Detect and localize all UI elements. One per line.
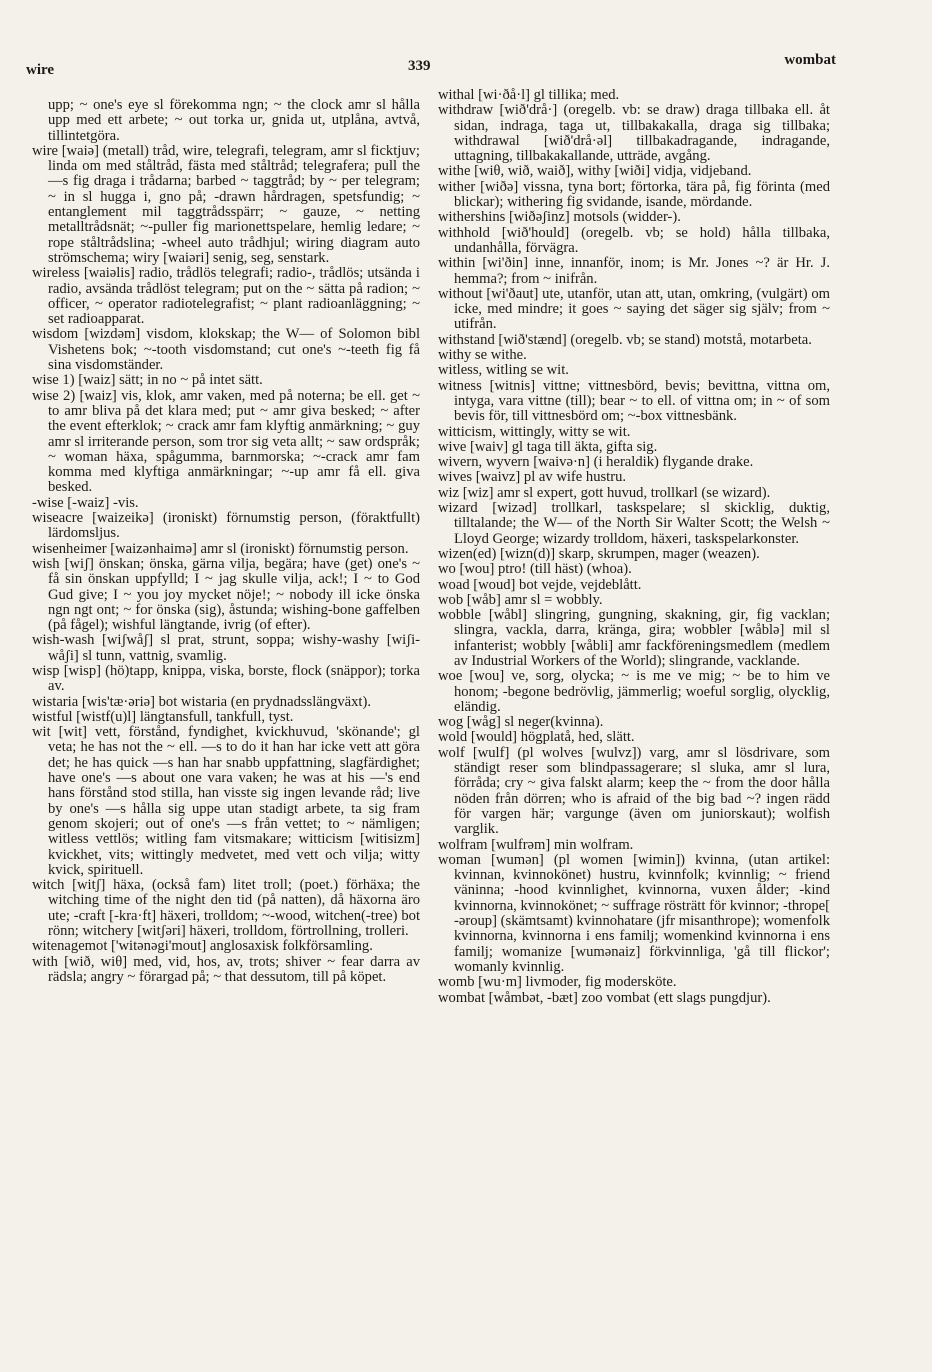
dictionary-entry: wives [waivz] pl av wife hustru. bbox=[438, 469, 627, 486]
dictionary-entry: witch [witʃ] häxa, (också fam) litet troll; (poet.) förhäxa; the witching time of the night den tid (på natten), då häxorna äro ute; -craft [-kra·ft] häxeri, trolldom; ~-wood, witchen(-tree) bot rönn; witchery [witʃəri] häxeri, trolldom, förtrollning, trolleri. bbox=[32, 877, 420, 940]
dictionary-entry: wisp [wisp] (hö)tapp, knippa, viska, borste, flock (snäppor); torka av. bbox=[32, 662, 420, 695]
dictionary-entry: with [wið, wiθ] med, vid, hos, av, trots; shiver ~ fear darra av rädsla; angry ~ förargad på; ~ that dessutom, till på köpet. bbox=[32, 953, 420, 985]
dictionary-entry: wolfram [wulfrəm] min wolfram. bbox=[438, 836, 634, 853]
dictionary-entry: -wise [-waiz] -vis. bbox=[32, 494, 139, 511]
dictionary-entry: withy se withe. bbox=[438, 347, 527, 364]
dictionary-entry: withhold [wið'hould] (oregelb. vb; se hold) hålla tillbaka, undanhålla, förvägra. bbox=[438, 224, 830, 256]
dictionary-entry: woman [wumən] (pl women [wimin]) kvinna, (utan artikel: kvinnan, kvinnokönet) hustru, kvinnfolk; kvinnlig; ~ friend väninna; -hood kvinnlighet, kvinnorna, vuxen ålder; -kind kvinnorna, kvinnokönet; ~ suffrage rösträtt för kvinnor; -thrope[ -əroup] (skämtsamt) kvinnohatare (jfr misanthrope); womenfolk kvinnorna, kvinnorna i ens familj; womenkind kvinnorna i ens familj; womanize [wumənaiz] förkvinnliga, 'gå till flickor'; womanly kvinnlig. bbox=[438, 851, 830, 975]
dictionary-entry: woad [woud] bot vejde, vejdeblått. bbox=[438, 576, 642, 593]
dictionary-entry: upp; ~ one's eye sl förekomma ngn; ~ the clock amr sl hålla upp med ett arbete; ~ out torka ur, gnida ut, utplåna, avtvå, tillintetgöra. bbox=[48, 97, 420, 144]
guide-word-right: wombat bbox=[784, 52, 836, 68]
dictionary-entry: wo [wou] ptro! (till häst) (whoa). bbox=[438, 561, 632, 578]
dictionary-entry: wizen(ed) [wizn(d)] skarp, skrumpen, mager (weazen). bbox=[438, 545, 760, 562]
dictionary-entry: wiz [wiz] amr sl expert, gott huvud, trollkarl (se wizard). bbox=[438, 484, 771, 501]
dictionary-entry: wob [wåb] amr sl = wobbly. bbox=[438, 591, 603, 608]
dictionary-entry: wise 1) [waiz] sätt; in no ~ på intet sätt. bbox=[32, 372, 263, 389]
dictionary-entry: wistful [wistf(u)l] längtansfull, tankfull, tyst. bbox=[32, 708, 294, 725]
dictionary-entry: wog [wåg] sl neger(kvinna). bbox=[438, 714, 604, 731]
dictionary-entry: witness [witnis] vittne; vittnesbörd, bevis; bevittna, vittna om, intyga, vara vittne (till); bear ~ to ell. of vittna om; in ~ of som bevis för, till vittnesbörd om; ~-box vittnesbänk. bbox=[438, 377, 830, 425]
dictionary-entry: wivern, wyvern [waivə·n] (i heraldik) flygande drake. bbox=[438, 454, 754, 471]
dictionary-entry: witenagemot ['witənəgi'mout] anglosaxisk folkförsamling. bbox=[32, 938, 373, 955]
right-column bbox=[438, 88, 830, 1006]
dictionary-entry: wireless [waiəlis] radio, trådlös telegrafi; radio-, trådlös; utsända i radio, avsända trådlöst telegram; put on the ~ sätta på radion; ~ officer, ~ operator radiotelegrafist; ~ plant radioanläggning; ~ set radioapparat. bbox=[32, 265, 420, 328]
dictionary-entry: wish-wash [wiʃwåʃ] sl prat, strunt, soppa; wishy-washy [wiʃi-wåʃi] sl tunn, vattnig, svamlig. bbox=[32, 632, 420, 664]
dictionary-entry: witless, witling se wit. bbox=[438, 362, 569, 379]
dictionary-entry: wit [wit] vett, förstånd, fyndighet, kvickhuvud, 'skönande'; gl veta; he has not the ~ ell. —s to do it han har icke vett att göra det; he has quick —s han har snabb uppfattning, slagfärdighet; have one's —s about one vara vaken; he was at his —'s end hans förstånd stod stilla, han visste sig ingen levande råd; live by one's —s hålla sig uppe utan stadigt arbete, ta sig fram genom skojeri; out of one's —s från vettet; to ~ nämligen; witless vettlös; witling fam vitsmakare; witticism [witisizm] kvickhet, vits; wittingly medvetet, med vett och vilja; witty kvick, spirituell. bbox=[32, 724, 420, 878]
dictionary-entry: without [wi'ðaut] ute, utanför, utan att, utan, omkring, (vulgärt) om icke, med mindre; it goes ~ saying det säger sig själv; from ~ utifrån. bbox=[438, 285, 830, 333]
dictionary-entry: wisdom [wizdəm] visdom, klokskap; the W— of Solomon bibl Vishetens bok; ~-tooth visdomstand; cut one's ~-teeth fig få sina visdomständer. bbox=[32, 326, 420, 374]
dictionary-entry: witticism, wittingly, witty se wit. bbox=[438, 423, 631, 440]
dictionary-entry: wistaria [wis'tæ·əriə] bot wistaria (en prydnadsslängväxt). bbox=[32, 693, 371, 710]
dictionary-entry: wizard [wizəd] trollkarl, taskspelare; sl skicklig, duktig, tilltalande; the W— of the North Sir Walter Scott; the Welsh ~ Lloyd George; wizardy trolldom, häxeri, taskspelarkonster. bbox=[438, 500, 830, 547]
dictionary-entry: withe [wiθ, wið, waið], withy [wiði] vidja, vidjeband. bbox=[438, 163, 752, 180]
dictionary-entry: wolf [wulf] (pl wolves [wulvz]) varg, amr sl lösdrivare, som ständigt reser som blindpassagerare; sl sluka, amr sl lura, förråda; cry ~ giva falskt alarm; keep the ~ from the door hålla nöden från dörren; who is afraid of the big bad ~? ingen rädd för vargen här; vargunge (även om juniorskaut); wolfish varglik. bbox=[438, 744, 830, 838]
dictionary-entry: withdraw [wið'drå·] (oregelb. vb: se draw) draga tillbaka ell. åt sidan, indraga, taga ut, tillbakakalla, draga sig tillbaka; withdrawal [wið'drå·əl] tillbakadragande, indragande, uttagning, tillbakakallande, utträde, avgång. bbox=[438, 102, 830, 165]
dictionary-entry: wobble [wåbl] slingring, gungning, skakning, gir, fig vacklan; slingra, vackla, darra, kränga, gira; wobbler [wåblə] mil sl infanterist; wobbly [wåbli] amr fackföreningsmedlem (medlem av Industrial Workers of the World); slingrande, vacklande. bbox=[438, 607, 830, 669]
dictionary-entry: wive [waiv] gl taga till äkta, gifta sig. bbox=[438, 438, 658, 455]
dictionary-entry: within [wi'ðin] inne, innanför, inom; is Mr. Jones ~? är Hr. J. hemma?; from ~ inifrån. bbox=[438, 255, 830, 287]
dictionary-entry: withal [wi·ðå·l] gl tillika; med. bbox=[438, 87, 620, 103]
dictionary-entry: wiseacre [waizeikə] (ironiskt) förnumstig person, (föraktfullt) lärdomsljus. bbox=[32, 510, 420, 542]
dictionary-entry: wire [waiə] (metall) tråd, wire, telegrafi, telegram, amr sl ficktjuv; linda om med ståltråd, fästa med ståltråd; telegrafera; pull the —s fig draga i trådarna; barbed ~ taggtråd; by ~ per telegram; ~ in sl hugga i, gno på; -drawn hårdragen, spetsfundig; ~ entanglement mil taggtrådsspärr; ~ gauze, ~ netting metalltrådsnät; ~-puller fig marionettspelare, hemlig ledare; ~ rope ståltrådslina; -wheel auto trådhjul; wiring diagram auto strömschema; wiry [waiəri] senig, seg, senstark. bbox=[32, 142, 420, 266]
dictionary-entry: withershins [wiðəʃinz] motsols (widder-). bbox=[438, 209, 681, 226]
left-column bbox=[32, 98, 420, 985]
dictionary-entry: wombat [wåmbət, -bæt] zoo vombat (ett slags pungdjur). bbox=[438, 989, 771, 1006]
guide-word-left: wire bbox=[26, 62, 55, 78]
page-number: 339 bbox=[408, 58, 431, 74]
dictionary-entry: wisenheimer [waizənhaimə] amr sl (ironiskt) förnumstig person. bbox=[32, 540, 409, 557]
dictionary-entry: wold [would] högplatå, hed, slätt. bbox=[438, 729, 635, 746]
dictionary-entry: wish [wiʃ] önskan; önska, gärna vilja, begära; have (get) one's ~ få sin önskan uppfylld; I ~ jag skulle vilja, ack!; I ~ to God Gud give; I ~ you joy mycket nöje!; ~ nobody ill icke önska ngn ngt ont; ~ for önska (sig), åstunda; wishing-bone gaffelben (på fågel); wishful längtande, ivrig (of efter). bbox=[32, 555, 420, 634]
dictionary-entry: woe [wou] ve, sorg, olycka; ~ is me ve mig; ~ be to him ve honom; -begone bedrövlig, jämmerlig; woeful sorglig, olycklig, eländig. bbox=[438, 668, 830, 715]
dictionary-entry: womb [wu·m] livmoder, fig modersköte. bbox=[438, 974, 677, 991]
dictionary-entry: wither [wiðə] vissna, tyna bort; förtorka, tära på, fig förinta (med blickar); withering fig svidande, isande, mördande. bbox=[438, 178, 830, 211]
dictionary-entry: wise 2) [waiz] vis, klok, amr vaken, med på noterna; be ell. get ~ to amr bliva på det klara med; put ~ amr giva besked; ~ after the event efterklok; ~ crack amr fam klyftig anmärkning; ~ guy amr sl irriterande person, som tror sig veta allt; ~ saw ordspråk; ~ woman häxa, spågumma, barnmorska; ~-crack amr fam komma med klyftiga anmärkningar; ~-up amr få ell. giva besked. bbox=[32, 387, 420, 496]
dictionary-entry: withstand [wið'stænd] (oregelb. vb; se stand) motstå, motarbeta. bbox=[438, 331, 812, 348]
